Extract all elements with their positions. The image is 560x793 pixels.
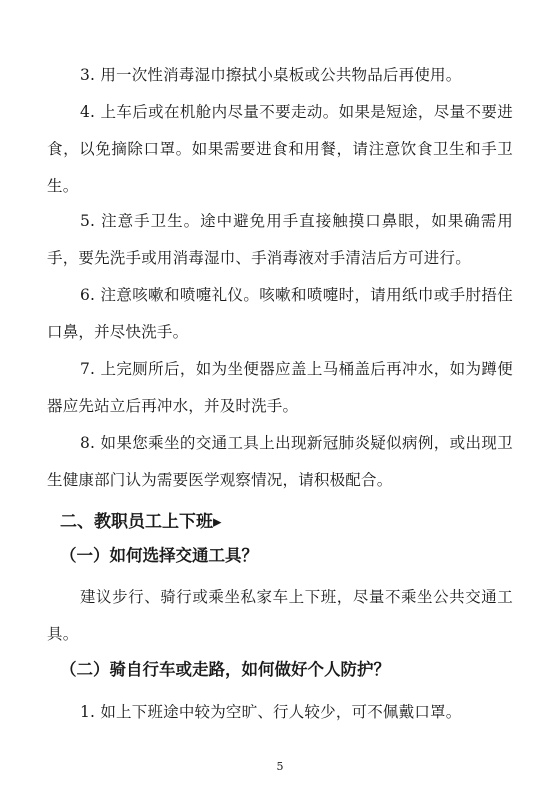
paragraph-item-8: 8. 如果您乘坐的交通工具上出现新冠肺炎疑似病例，或出现卫生健康部门认为需要医学观察情况，请积极配合。: [47, 434, 513, 489]
subsection-heading-transport: （一）如何选择交通工具？: [60, 546, 258, 565]
page-number: 5: [276, 760, 284, 773]
paragraph-item-3: 3. 用一次性消毒湿巾擦拭小桌板或公共物品后再使用。: [80, 66, 462, 84]
paragraph-item-6: 6. 注意咳嗽和喷嚏礼仪。咳嗽和喷嚏时，请用纸巾或手肘捂住口鼻，并尽快洗手。: [47, 286, 513, 341]
section-heading-commute: 二、教职员工上下班▸: [60, 512, 222, 532]
paragraph-item-7: 7. 上完厕所后，如为坐便器应盖上马桶盖后再冲水，如为蹲便器应先站立后再冲水，并及时洗手。: [47, 360, 513, 415]
subsection-heading-protection: （二）骑自行车或走路，如何做好个人防护？: [60, 660, 390, 679]
paragraph-transport-advice: 建议步行、骑行或乘坐私家车上下班，尽量不乘坐公共交通工具。: [47, 588, 513, 643]
paragraph-item-4: 4. 上车后或在机舱内尽量不要走动。如果是短途，尽量不要进食，以免摘除口罩。如果需要进食和用餐，请注意饮食卫生和手卫生。: [47, 103, 513, 195]
paragraph-item-5: 5. 注意手卫生。途中避免用手直接触摸口鼻眼，如果确需用手，要先洗手或用消毒湿巾、手消毒液对手清洁后方可进行。: [47, 212, 513, 267]
paragraph-protection-item-1: 1. 如上下班途中较为空旷、行人较少，可不佩戴口罩。: [80, 703, 462, 721]
